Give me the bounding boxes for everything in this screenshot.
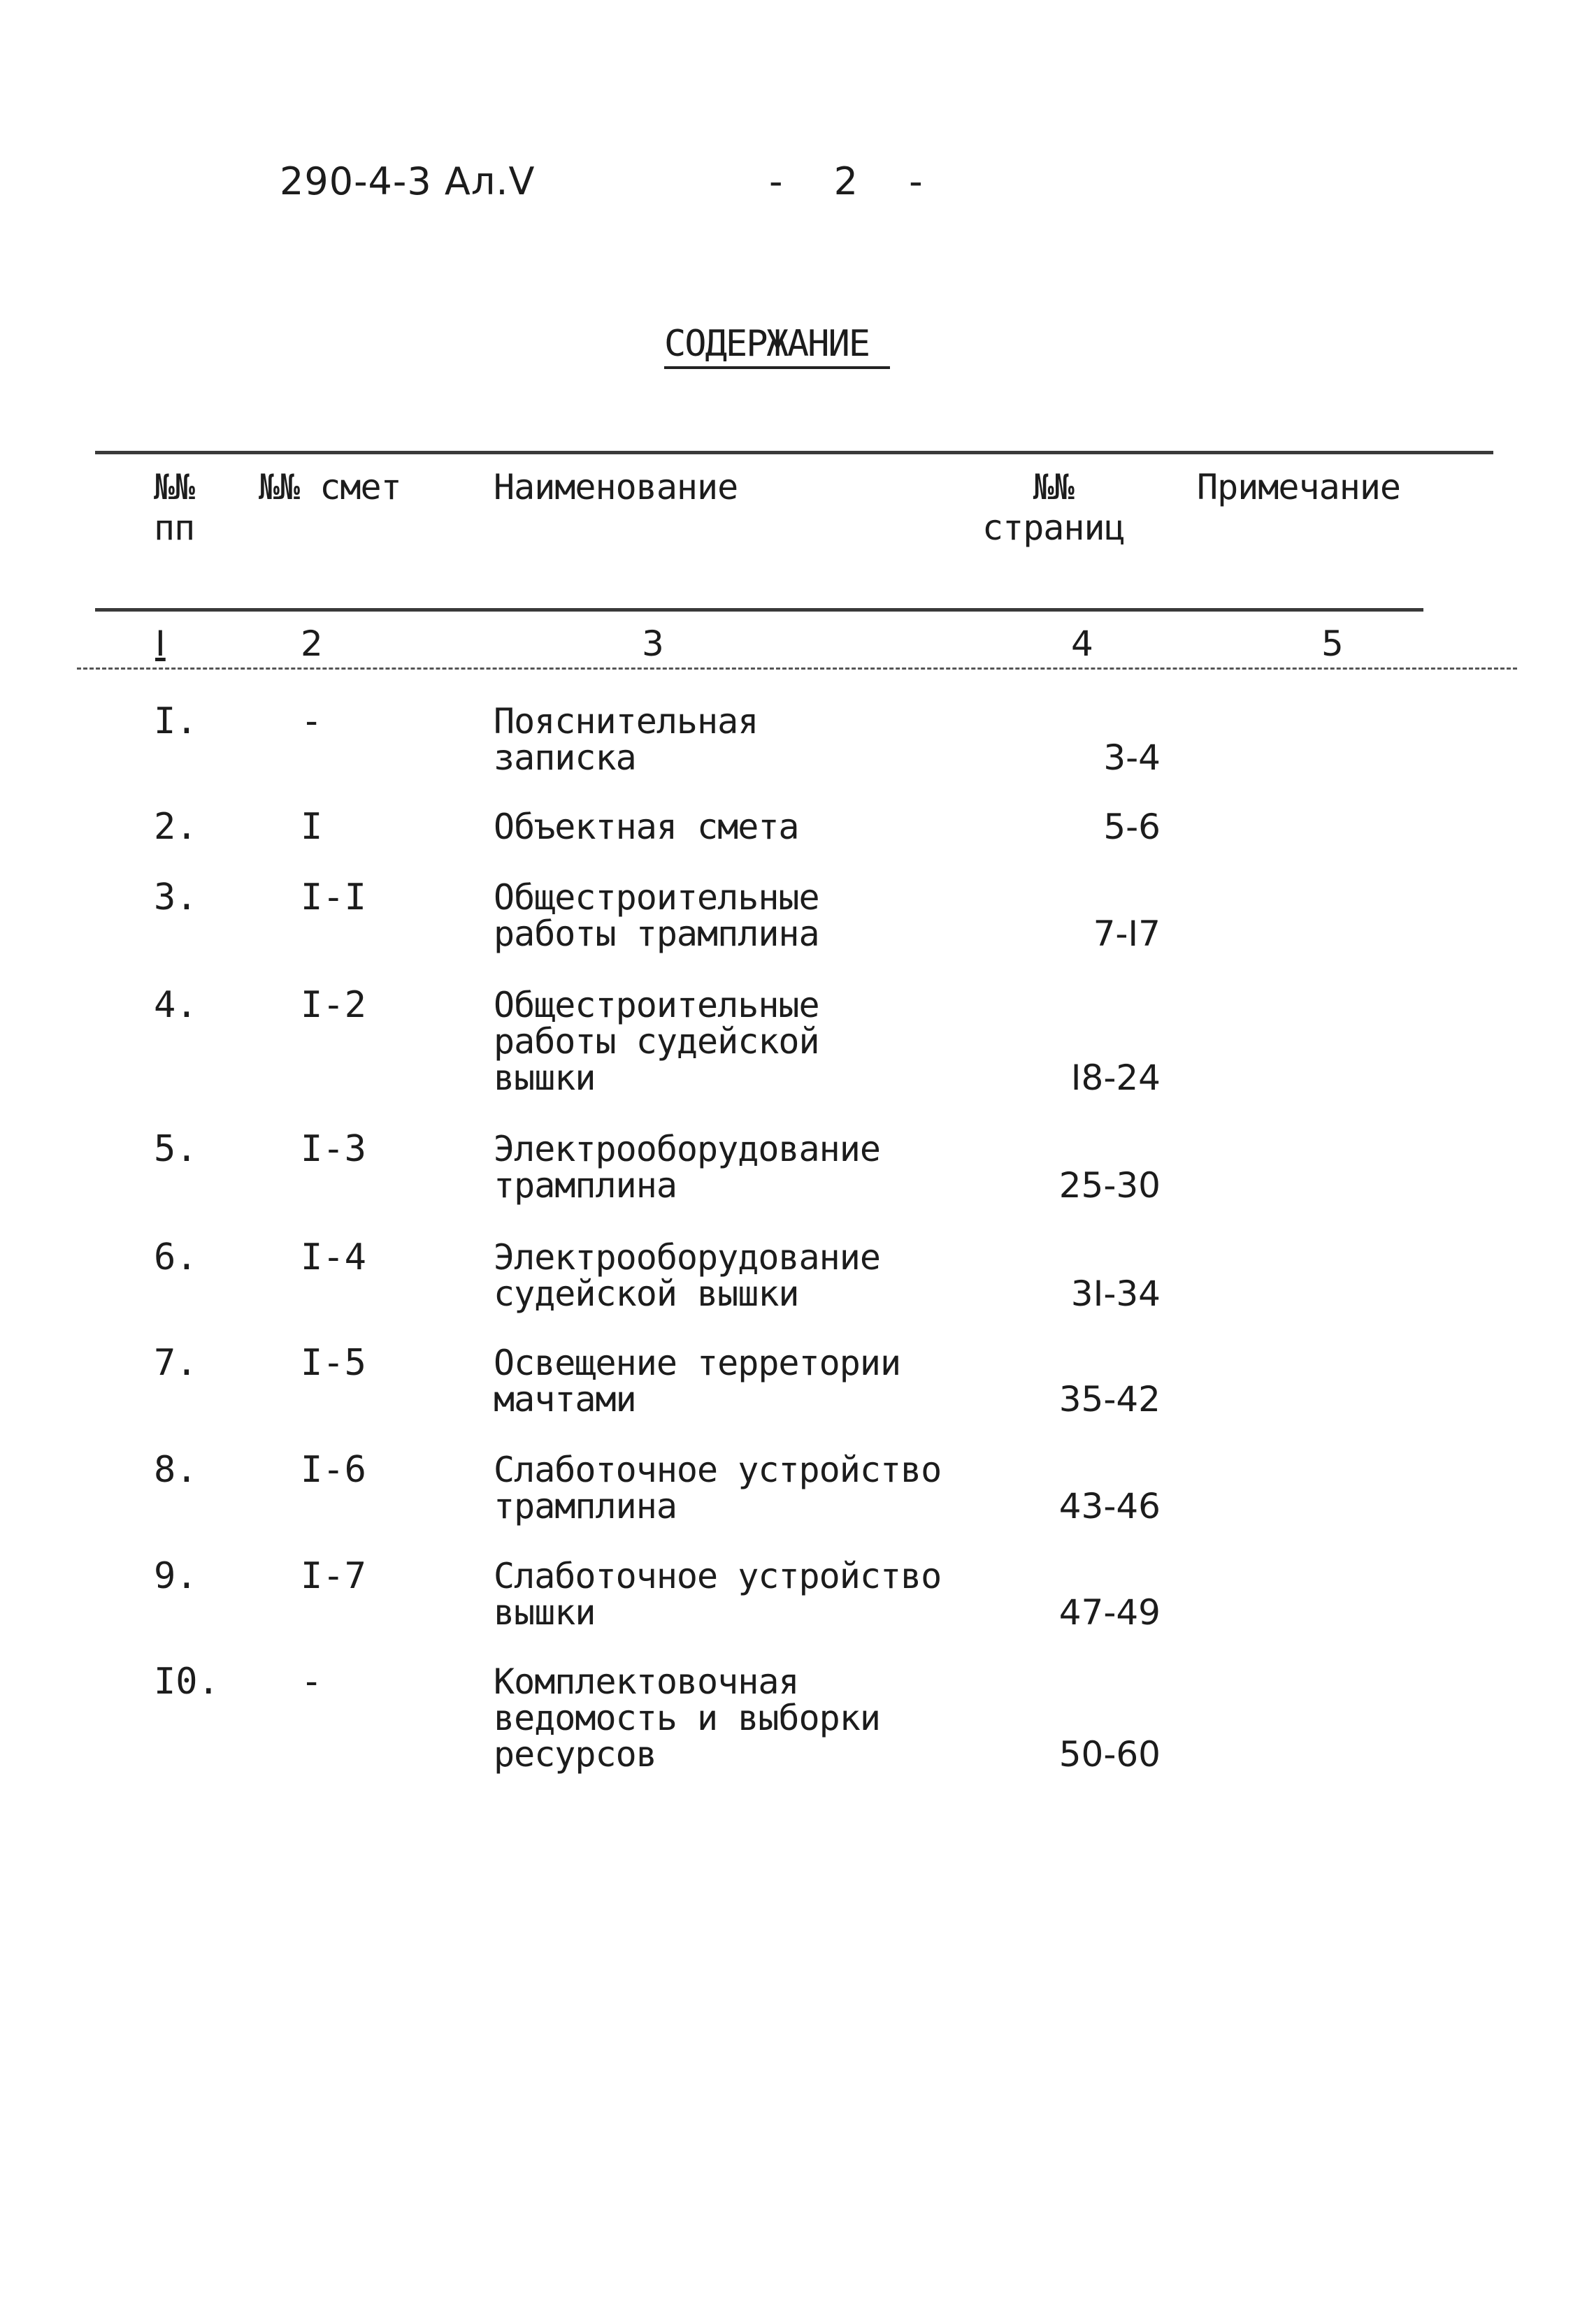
column-header-pp: №№ пп — [154, 467, 195, 548]
row-name: Общестроительные работы трамплина — [494, 877, 819, 954]
column-number-3: 3 — [642, 623, 664, 664]
row-pages: 3-4 — [1103, 737, 1161, 778]
row-estimate-number: I-6 — [301, 1449, 366, 1491]
row-estimate-number: I-3 — [301, 1128, 366, 1170]
row-name: Слаботочное устройство вышки — [494, 1556, 942, 1633]
row-pages: 5-6 — [1103, 807, 1161, 847]
column-number-1: I — [155, 623, 166, 664]
row-name: Комплектовочная ведомость и выборки ресурсов — [494, 1661, 880, 1775]
row-name: Слаботочное устройство трамплина — [494, 1450, 942, 1527]
row-number: 2. — [154, 806, 198, 848]
row-estimate-number: - — [301, 700, 323, 742]
header-separator-rule — [95, 608, 1423, 612]
row-pages: 50-60 — [1058, 1734, 1161, 1775]
document-code: 290-4-3 Ал.V — [280, 159, 536, 203]
row-number: I0. — [154, 1661, 220, 1703]
row-name: Общестроительные работы судейской вышки — [494, 985, 819, 1098]
column-numbers-rule — [77, 667, 1517, 670]
column-header-note: Примечание — [1197, 467, 1401, 507]
row-estimate-number: I-7 — [301, 1555, 366, 1597]
row-name: Пояснительная записка — [494, 701, 759, 778]
row-estimate-number: - — [301, 1661, 323, 1703]
row-pages: I8-24 — [1070, 1058, 1161, 1098]
column-header-name: Наименование — [494, 467, 738, 507]
column-header-smeta: №№ смет — [259, 467, 401, 507]
row-estimate-number: I — [301, 806, 323, 848]
column-number-4: 4 — [1071, 623, 1093, 664]
row-number: 5. — [154, 1128, 198, 1170]
row-name: Объектная смета — [494, 807, 799, 847]
page-number: - 2 - — [769, 159, 942, 203]
row-name: Электрооборудование судейской вышки — [494, 1237, 880, 1314]
row-number: 4. — [154, 984, 198, 1026]
row-pages: 43-46 — [1058, 1486, 1161, 1527]
row-number: I. — [154, 700, 198, 742]
table-top-rule — [95, 451, 1493, 454]
row-name: Освещение терретории мачтами — [494, 1343, 901, 1420]
row-pages: 3I-34 — [1070, 1273, 1161, 1314]
column-number-2: 2 — [301, 623, 323, 664]
row-estimate-number: I-4 — [301, 1236, 366, 1278]
row-number: 6. — [154, 1236, 198, 1278]
row-number: 9. — [154, 1555, 198, 1597]
row-number: 8. — [154, 1449, 198, 1491]
row-name: Электрооборудование трамплина — [494, 1129, 880, 1206]
page-title: СОДЕРЖАНИЕ — [664, 323, 890, 369]
row-number: 3. — [154, 876, 198, 918]
row-estimate-number: I-I — [301, 876, 366, 918]
row-pages: 7-I7 — [1093, 914, 1161, 954]
row-pages: 25-30 — [1058, 1165, 1161, 1206]
row-pages: 35-42 — [1058, 1379, 1161, 1420]
row-estimate-number: I-5 — [301, 1342, 366, 1384]
row-estimate-number: I-2 — [301, 984, 366, 1026]
row-number: 7. — [154, 1342, 198, 1384]
column-number-5: 5 — [1321, 623, 1344, 664]
column-header-pages: №№ страниц — [982, 467, 1125, 548]
row-pages: 47-49 — [1058, 1592, 1161, 1633]
